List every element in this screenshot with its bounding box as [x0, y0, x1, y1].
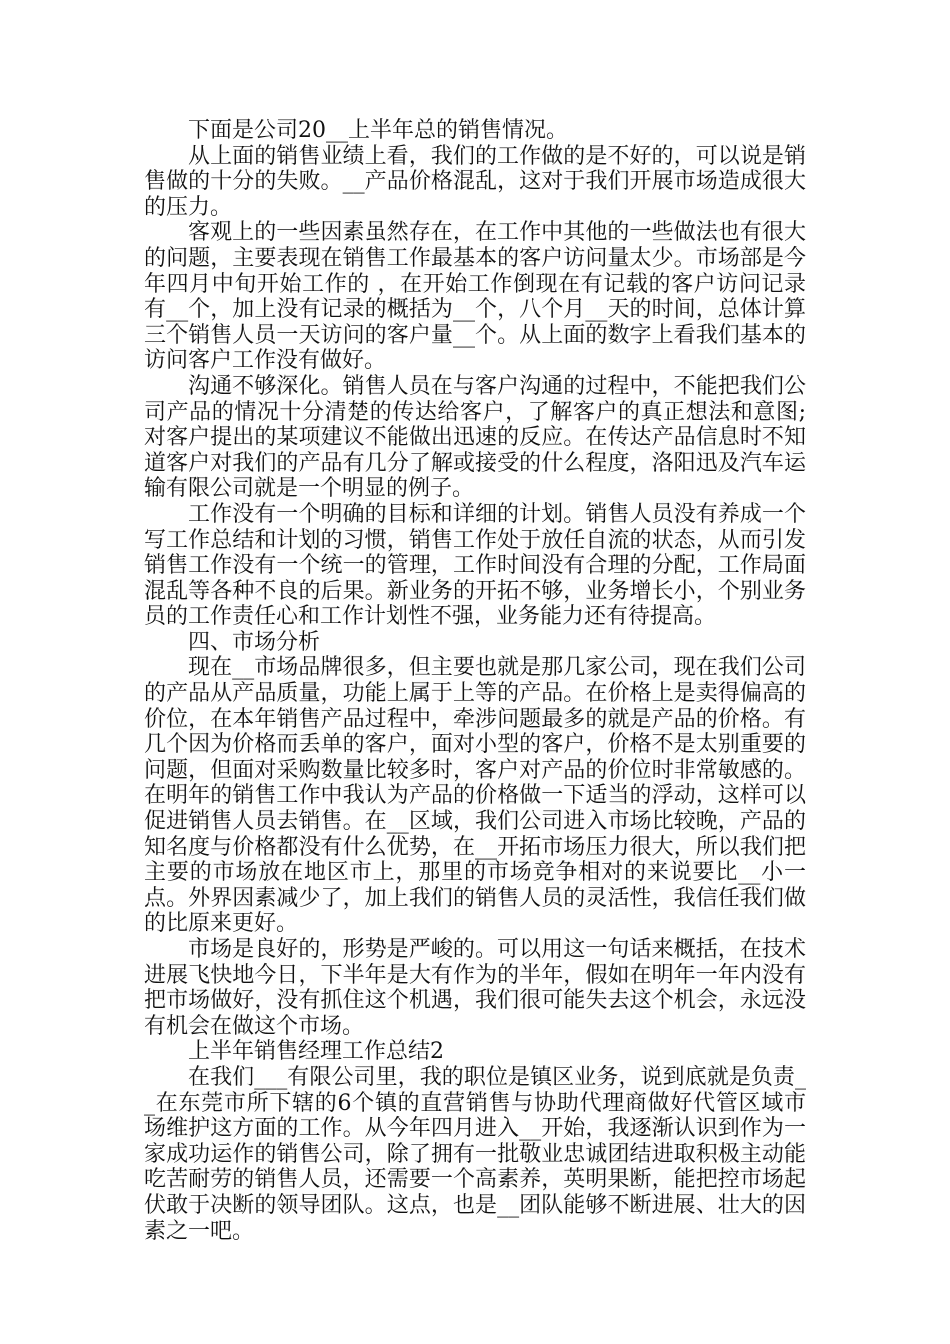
document-body: [144, 118, 806, 1244]
paragraph-work-planning: 工作没有一个明确的目标和详细的计划。销售人员没有养成一个写工作总结和计划的习惯，销售工作处于放任自流的状态，从而引发销售工作没有一个统一的管理，工作时间没有合理的分配，工作局面混乱等各种不良的后果。新业务的开拓不够，业务增长小，个别业务员的工作责任心和工作计划性不强，业务能力还有待提高。: [144, 501, 806, 630]
paragraph-sales-performance: 从上面的销售业绩上看，我们的工作做的是不好的，可以说是销售做的十分的失败。__产品价格混乱，这对于我们开展市场造成很大的压力。: [144, 143, 806, 220]
paragraph-customer-visits: 客观上的一些因素虽然存在，在工作中其他的一些做法也有很大的问题，主要表现在销售工作最基本的客户访问量太少。市场部是今年四月中旬开始工作的 ，在开始工作倒现在有记载的客户访问记录有__个，加上没有记录的概括为__个，八个月__天的时间，总体计算三个销售人员一天访问的客户量__个。从上面的数字上看我们基本的访问客户工作没有做好。: [144, 220, 806, 374]
section-heading-summary-2: 上半年销售经理工作总结2: [188, 1039, 444, 1065]
paragraph-market-outlook: 市场是良好的，形势是严峻的。可以用这一句话来概括，在技术进展飞快地今日，下半年是大有作为的半年，假如在明年一年内没有把市场做好，没有抓住这个机遇，我们很可能失去这个机会，永远没有机会在做这个市场。: [144, 937, 806, 1039]
paragraph-communication: 沟通不够深化。销售人员在与客户沟通的过程中，不能把我们公司产品的情况十分清楚的传达给客户，了解客户的真正想法和意图;对客户提出的某项建议不能做出迅速的反应。在传达产品信息时不知道客户对我们的产品有几分了解或接受的什么程度，洛阳迅及汽车运输有限公司就是一个明显的例子。: [144, 373, 806, 502]
paragraph-market-brands: 现在__市场品牌很多，但主要也就是那几家公司，现在我们公司的产品从产品质量，功能上属于上等的产品。在价格上是卖得偏高的价位，在本年销售产品过程中，牵涉问题最多的就是产品的价格。有几个因为价格而丢单的客户，面对小型的客户，价格不是太别重要的问题，但面对采购数量比较多时，客户对产品的价位时非常敏感的。在明年的销售工作中我认为产品的价格做一下适当的浮动，这样可以促进销售人员去销售。在__区域，我们公司进入市场比较晚，产品的知名度与价格都没有什么优势，在__开拓市场压力很大，所以我们把主要的市场放在地区市上，那里的市场竞争相对的来说要比__小一点。外界因素减少了，加上我们的销售人员的灵活性，我信任我们做的比原来更好。: [144, 655, 806, 937]
paragraph-position-description: 在我们___有限公司里，我的职位是镇区业务，说到底就是负责__在东莞市所下辖的6个镇的直营销售与协助代理商做好代管区域市场维护这方面的工作。从今年四月进入__开始，我逐渐认识到作为一家成功运作的销售公司，除了拥有一批敬业忠诚团结进取积极主动能吃苦耐劳的销售人员，还需要一个高素养，英明果断，能把控市场起伏敢于决断的领导团队。这点，也是__团队能够不断进展、壮大的因素之一吧。: [144, 1064, 806, 1244]
section-heading-market-analysis: 四、市场分析: [188, 629, 321, 655]
paragraph-sales-intro: 下面是公司20__上半年总的销售情况。: [188, 118, 568, 143]
